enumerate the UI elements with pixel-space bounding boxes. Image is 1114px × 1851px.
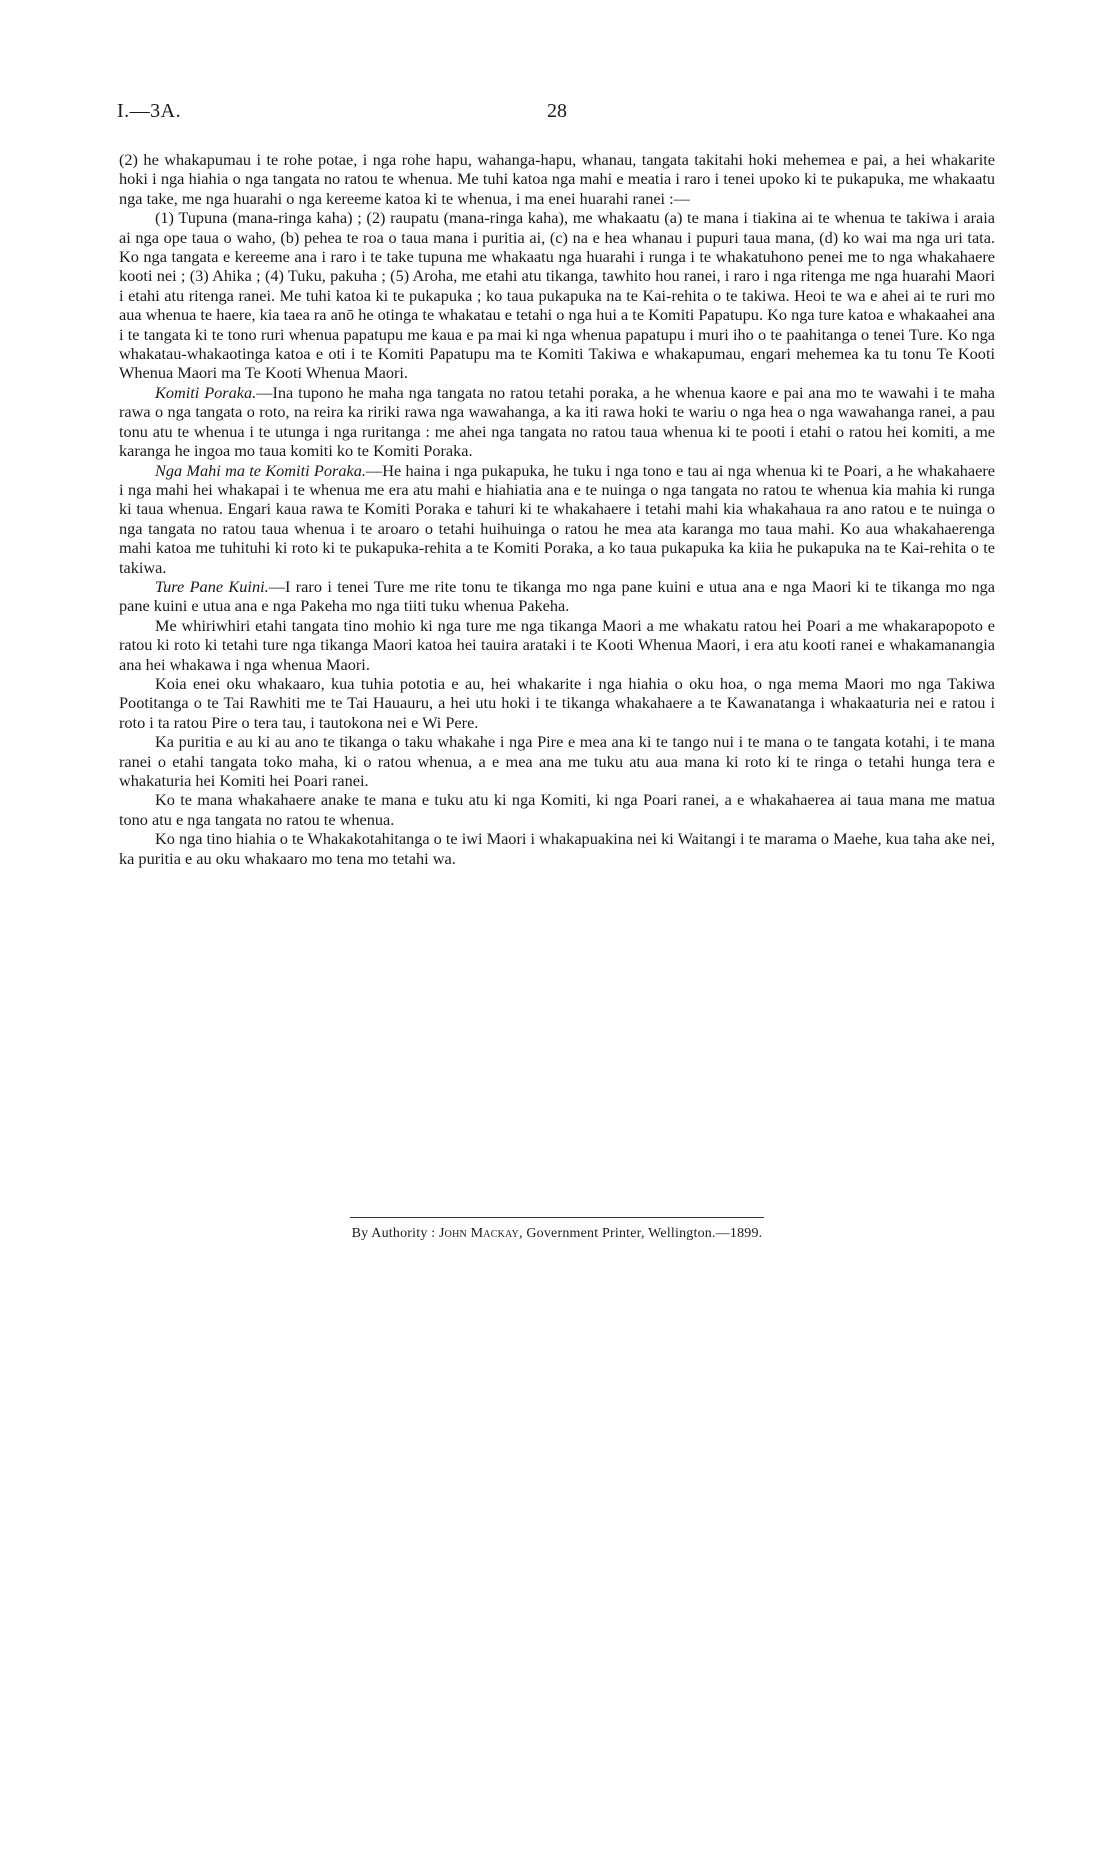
paragraph: Komiti Poraka.—Ina tupono he maha nga tangata no ratou tetahi poraka, a he whenua kaore e pai ana mo te wawahi i te maha rawa o nga tangata o roto, na reira ka ririki rawa nga wawahanga, a ka iti rawa hoki te wariu o nga hea o nga wawahanga ranei, a pau tonu atu te whenua i te utunga i nga ruritanga : me ahei nga tangata no ratou taua whenua ki te pooti i etahi o ratou hei komiti, a me karanga he ingoa mo taua komiti ko te Komiti Poraka. <box>119 382 996 461</box>
section-heading: Ture Pane Kuini. <box>155 576 269 596</box>
paragraph: Ko te mana whakahaere anake te mana e tuku atu ki nga Komiti, ki nga Poari ranei, a e whakahaerea ai taua mana me matua tono atu e nga tangata no ratou te whenua. <box>119 790 995 829</box>
paragraph: Me whiriwhiri etahi tangata tino mohio ki nga ture me nga tikanga Maori a me whakatu ratou hei Poari a me whakarapopoto e ratou ki roto ki tetahi ture nga tikanga Maori katoa hei tauira arataki i te Kooti Whenua Maori, i era atu kooti ranei e whakamanangia ana hei whakawa i nga whenua Maori. <box>119 615 995 674</box>
paragraph: Ko nga tino hiahia o te Whakakotahitanga o te iwi Maori i whakapuakina nei ki Waitangi i te marama o Maehe, kua taha ake nei, ka puritia e au oku whakaaro mo tena mo tetahi wa. <box>119 829 995 868</box>
section-heading: Nga Mahi ma te Komiti Poraka. <box>155 460 366 480</box>
page-number: 28 <box>547 100 567 122</box>
page-header <box>117 100 997 130</box>
imprint: By Authority : John Mackay, Government Printer, Wellington.—1899. <box>351 1226 763 1241</box>
footer-divider <box>350 1217 764 1218</box>
printer-name: John Mackay <box>439 1226 519 1241</box>
paragraph: (2) he whakapumau i te rohe potae, i nga rohe hapu, wahanga-hapu, whanau, tangata takitahi hoki mehemea e pai, a hei whakarite hoki i nga hiahia o nga tangata no ratou te whenua. Me tuhi katoa nga mahi e meatia i raro i tenei upoko ki te pukapuka, me whakaatu nga take, me nga huarahi o nga kereeme katoa ki te whenua, i ma enei huarahi ranei :— <box>119 150 995 208</box>
paragraph: Ka puritia e au ki au ano te tikanga o taku whakahe i nga Pire e mea ana ki te tango nui i te mana o te tangata kotahi, i te mana ranei o etahi tangata toko maha, ki o ratou whenua, a e mea ana me tuku atu aua mana ki roto ki te ringa o tetahi hunga tera e whakaturia hei Komiti hei Poari ranei. <box>119 732 995 790</box>
paragraph: (1) Tupuna (mana-ringa kaha) ; (2) raupatu (mana-ringa kaha), me whakaatu (a) te mana i tiakina ai te whenua te takiwa i araia ai nga ope taua o waho, (b) pehea te roa o taua mana i puritia ai, (c) na e hea whanau i pupuri taua mana, (d) ko wai ma nga uri tata. Ko nga tangata e kereeme ana i raro i te take tupuna me whakaatu nga huarahi i runga i te whakatuhono penei me to nga whakahaere kooti nei ; (3) Ahika ; (4) Tuku, pakuha ; (5) Aroha, me etahi atu tikanga, tawhito hou ranei, i raro i nga ritenga me nga huarahi Maori i etahi atu ritenga ranei. Me tuhi katoa ki te pukapuka ; ko taua pukapuka na te Kai-rehita o te takiwa. Heoi te wa e ahei ai te ruri mo aua whenua te haere, kia taea ra anō he otinga te whakatau e tetahi o nga hui a te Komiti Papatupu. Ko nga ture katoa e whakaahei ana i te tangata ki te tono ruri whenua papatupu me kaua e pa mai ki nga whenua papatupu i muri iho o te paahitanga o tenei Ture. Ko nga whakatau-whakaotinga katoa e oti i te Komiti Papatupu ma te Komiti Takiwa e whakapumau, engari mehemea ka tu tonu Te Kooti Whenua Maori ma Te Kooti Whenua Maori. <box>119 208 995 383</box>
paragraph: Nga Mahi ma te Komiti Poraka.—He haina i nga pukapuka, he tuku i nga tono e tau ai nga whenua ki te Poari, a he whakahaere i nga mahi hei whakapai i te whenua me era atu mahi e hiahiatia ana e te nuinga o nga tangata no ratou te whenua kia mahia ki runga ki taua whenua. Engari kaua rawa te Komiti Poraka e tahuri ki te whakahaere i tetahi mahi kia whakahaua ra ano ratou e te nuinga o nga tangata no ratou taua whenua i te aroaro o tetahi huihuinga o ratou he mea ata karanga mo taua mahi. Ko aua whakahaerenga mahi katoa me tuhituhi ki roto ki te pukapuka-rehita a te Komiti Poraka, a ko taua pukapuka ka kiia he pukapuka na te Kai-rehita o te takiwa. <box>119 460 995 577</box>
document-reference: I.—3A. <box>117 100 182 122</box>
body-text <box>119 150 995 868</box>
paragraph: Koia enei oku whakaaro, kua tuhia pototia e au, hei whakarite i nga hiahia o oku hoa, o nga mema Maori mo nga Takiwa Pootitanga o te Tai Rawhiti me te Tai Hauauru, a hei utu hoki i te tikanga whakahaere a te Kawanatanga i whakaaturia nei e ratou i roto i ta ratou Pire o tera tau, i tautokona nei e Wi Pere. <box>119 673 995 732</box>
section-heading: Komiti Poraka. <box>155 382 257 402</box>
paragraph: Ture Pane Kuini.—I raro i tenei Ture me rite tonu te tikanga mo nga pane kuini e utua ana e nga Maori ki te tikanga mo nga pane kuini e utua ana e nga Pakeha mo nga tiiti tuku whenua Pakeha. <box>119 576 995 616</box>
